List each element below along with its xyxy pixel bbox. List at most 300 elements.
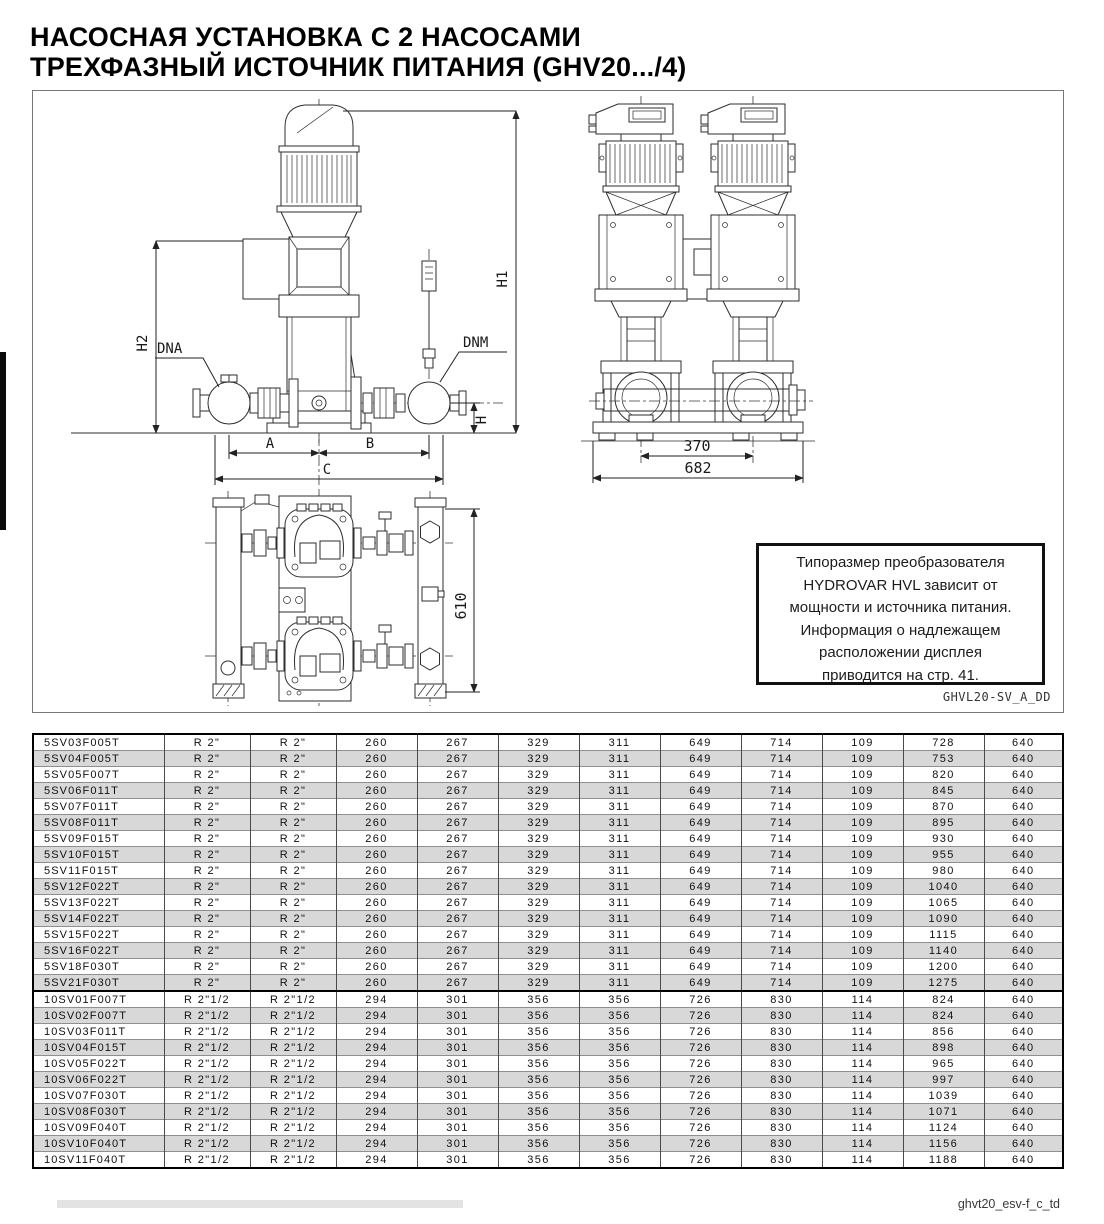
- value-cell: 109: [822, 959, 903, 975]
- value-cell: R 2": [164, 751, 250, 767]
- model-cell: 10SV11F040T: [33, 1152, 164, 1169]
- value-cell: 329: [498, 879, 579, 895]
- value-cell: 311: [579, 943, 660, 959]
- value-cell: 301: [417, 1152, 498, 1169]
- value-cell: 640: [984, 1136, 1063, 1152]
- value-cell: 109: [822, 815, 903, 831]
- model-cell: 10SV06F022T: [33, 1072, 164, 1088]
- model-cell: 5SV05F007T: [33, 767, 164, 783]
- value-cell: 640: [984, 1056, 1063, 1072]
- value-cell: R 2": [250, 911, 336, 927]
- value-cell: 267: [417, 975, 498, 992]
- value-cell: 640: [984, 734, 1063, 751]
- value-cell: 301: [417, 1024, 498, 1040]
- value-cell: 311: [579, 767, 660, 783]
- value-cell: 1090: [903, 911, 984, 927]
- value-cell: R 2": [250, 879, 336, 895]
- dim-label-610: 610: [452, 592, 470, 620]
- dim-label-370: 370: [683, 437, 711, 455]
- value-cell: 640: [984, 1104, 1063, 1120]
- table-row: [33, 783, 1063, 799]
- value-cell: 114: [822, 1024, 903, 1040]
- value-cell: 356: [498, 1008, 579, 1024]
- value-cell: R 2": [164, 847, 250, 863]
- model-cell: 5SV11F015T: [33, 863, 164, 879]
- value-cell: R 2"1/2: [164, 1008, 250, 1024]
- value-cell: R 2"1/2: [250, 1136, 336, 1152]
- value-cell: 1275: [903, 975, 984, 992]
- value-cell: 997: [903, 1072, 984, 1088]
- value-cell: 714: [741, 863, 822, 879]
- value-cell: 311: [579, 927, 660, 943]
- value-cell: 649: [660, 863, 741, 879]
- value-cell: 260: [336, 734, 417, 751]
- value-cell: R 2"1/2: [164, 1104, 250, 1120]
- value-cell: 726: [660, 991, 741, 1008]
- value-cell: 114: [822, 1120, 903, 1136]
- value-cell: 714: [741, 879, 822, 895]
- front-view: [71, 99, 516, 485]
- value-cell: 356: [498, 1040, 579, 1056]
- value-cell: 311: [579, 911, 660, 927]
- value-cell: 114: [822, 1040, 903, 1056]
- value-cell: 260: [336, 847, 417, 863]
- model-cell: 10SV08F030T: [33, 1104, 164, 1120]
- value-cell: R 2": [164, 975, 250, 992]
- value-cell: R 2"1/2: [164, 1024, 250, 1040]
- dim-label-c: C: [322, 462, 332, 478]
- value-cell: 329: [498, 975, 579, 992]
- value-cell: 114: [822, 1088, 903, 1104]
- value-cell: 301: [417, 1056, 498, 1072]
- table-row: [33, 1104, 1063, 1120]
- value-cell: 301: [417, 1120, 498, 1136]
- value-cell: 640: [984, 767, 1063, 783]
- table-row: [33, 975, 1063, 992]
- value-cell: 640: [984, 751, 1063, 767]
- value-cell: 356: [579, 1040, 660, 1056]
- value-cell: 649: [660, 751, 741, 767]
- dim-label-h: H: [474, 415, 490, 425]
- hydrovar-note-box: [756, 543, 1045, 685]
- value-cell: 356: [579, 991, 660, 1008]
- dim-label-682: 682: [684, 459, 712, 477]
- value-cell: 640: [984, 1040, 1063, 1056]
- table-row: [33, 1056, 1063, 1072]
- value-cell: 267: [417, 927, 498, 943]
- dim-label-h2: H2: [135, 334, 151, 352]
- value-cell: R 2": [164, 767, 250, 783]
- value-cell: 356: [498, 1136, 579, 1152]
- value-cell: 356: [579, 1056, 660, 1072]
- value-cell: 267: [417, 863, 498, 879]
- drawing-code: GHVL20-SV_A_DD: [942, 690, 1051, 704]
- value-cell: 714: [741, 799, 822, 815]
- table-row: [33, 831, 1063, 847]
- value-cell: 114: [822, 1152, 903, 1169]
- value-cell: 955: [903, 847, 984, 863]
- value-cell: R 2"1/2: [250, 1024, 336, 1040]
- value-cell: R 2": [164, 959, 250, 975]
- value-cell: 294: [336, 1072, 417, 1088]
- value-cell: 109: [822, 911, 903, 927]
- value-cell: 830: [741, 1136, 822, 1152]
- table-row: [33, 847, 1063, 863]
- value-cell: 640: [984, 783, 1063, 799]
- table-row: [33, 1072, 1063, 1088]
- value-cell: 845: [903, 783, 984, 799]
- value-cell: 1124: [903, 1120, 984, 1136]
- value-cell: R 2": [164, 831, 250, 847]
- value-cell: R 2"1/2: [250, 1152, 336, 1169]
- value-cell: R 2": [250, 831, 336, 847]
- value-cell: 726: [660, 1056, 741, 1072]
- value-cell: 649: [660, 783, 741, 799]
- value-cell: 301: [417, 1088, 498, 1104]
- value-cell: 714: [741, 734, 822, 751]
- value-cell: 640: [984, 959, 1063, 975]
- value-cell: 356: [579, 1120, 660, 1136]
- value-cell: R 2"1/2: [164, 1040, 250, 1056]
- value-cell: 114: [822, 1104, 903, 1120]
- table-row: [33, 959, 1063, 975]
- value-cell: R 2": [250, 767, 336, 783]
- model-cell: 10SV01F007T: [33, 991, 164, 1008]
- value-cell: 830: [741, 1104, 822, 1120]
- value-cell: 356: [498, 1120, 579, 1136]
- value-cell: 114: [822, 991, 903, 1008]
- value-cell: 267: [417, 767, 498, 783]
- value-cell: R 2": [250, 943, 336, 959]
- value-cell: 820: [903, 767, 984, 783]
- value-cell: 714: [741, 783, 822, 799]
- value-cell: 1188: [903, 1152, 984, 1169]
- value-cell: R 2"1/2: [250, 1040, 336, 1056]
- value-cell: R 2": [250, 847, 336, 863]
- value-cell: 640: [984, 831, 1063, 847]
- value-cell: R 2": [250, 799, 336, 815]
- value-cell: 649: [660, 734, 741, 751]
- value-cell: R 2": [164, 879, 250, 895]
- model-cell: 5SV08F011T: [33, 815, 164, 831]
- value-cell: 895: [903, 815, 984, 831]
- value-cell: 640: [984, 815, 1063, 831]
- value-cell: 311: [579, 959, 660, 975]
- port-label-dna: DNA: [157, 341, 183, 357]
- value-cell: R 2": [250, 895, 336, 911]
- note-line: расположении дисплея: [819, 644, 982, 661]
- value-cell: 267: [417, 734, 498, 751]
- value-cell: 267: [417, 911, 498, 927]
- value-cell: 311: [579, 847, 660, 863]
- value-cell: 260: [336, 863, 417, 879]
- value-cell: 260: [336, 911, 417, 927]
- value-cell: 329: [498, 815, 579, 831]
- value-cell: 109: [822, 831, 903, 847]
- value-cell: 356: [579, 1072, 660, 1088]
- value-cell: 301: [417, 1104, 498, 1120]
- page-cut-artifact: [57, 1200, 463, 1208]
- value-cell: R 2"1/2: [250, 1008, 336, 1024]
- value-cell: 714: [741, 831, 822, 847]
- value-cell: 356: [498, 1104, 579, 1120]
- value-cell: 830: [741, 1152, 822, 1169]
- value-cell: R 2": [164, 911, 250, 927]
- value-cell: 640: [984, 1088, 1063, 1104]
- value-cell: 640: [984, 975, 1063, 992]
- value-cell: R 2"1/2: [164, 1088, 250, 1104]
- table-row: [33, 1136, 1063, 1152]
- value-cell: R 2"1/2: [250, 1088, 336, 1104]
- value-cell: R 2": [164, 783, 250, 799]
- value-cell: 714: [741, 959, 822, 975]
- value-cell: 267: [417, 959, 498, 975]
- value-cell: 649: [660, 879, 741, 895]
- value-cell: 726: [660, 1104, 741, 1120]
- value-cell: 311: [579, 975, 660, 992]
- table-row: [33, 767, 1063, 783]
- value-cell: 753: [903, 751, 984, 767]
- value-cell: R 2": [164, 799, 250, 815]
- value-cell: 830: [741, 1024, 822, 1040]
- value-cell: 294: [336, 991, 417, 1008]
- value-cell: 329: [498, 847, 579, 863]
- table-row: [33, 1152, 1063, 1169]
- value-cell: 311: [579, 831, 660, 847]
- value-cell: 824: [903, 1008, 984, 1024]
- value-cell: 356: [579, 1008, 660, 1024]
- value-cell: 294: [336, 1024, 417, 1040]
- value-cell: R 2": [250, 815, 336, 831]
- value-cell: R 2": [250, 975, 336, 992]
- value-cell: 329: [498, 734, 579, 751]
- table-row: [33, 799, 1063, 815]
- value-cell: 311: [579, 783, 660, 799]
- value-cell: 640: [984, 927, 1063, 943]
- page-title-line1: НАСОСНАЯ УСТАНОВКА С 2 НАСОСАМИ: [30, 22, 582, 52]
- value-cell: 1039: [903, 1088, 984, 1104]
- value-cell: 649: [660, 831, 741, 847]
- value-cell: 294: [336, 1040, 417, 1056]
- model-cell: 5SV15F022T: [33, 927, 164, 943]
- value-cell: 294: [336, 1056, 417, 1072]
- value-cell: 830: [741, 1120, 822, 1136]
- model-cell: 5SV10F015T: [33, 847, 164, 863]
- value-cell: 267: [417, 879, 498, 895]
- value-cell: 109: [822, 879, 903, 895]
- note-line: приводится на стр. 41.: [822, 666, 979, 684]
- value-cell: R 2": [250, 734, 336, 751]
- value-cell: 109: [822, 799, 903, 815]
- value-cell: 649: [660, 911, 741, 927]
- value-cell: 640: [984, 1152, 1063, 1169]
- value-cell: 311: [579, 751, 660, 767]
- value-cell: 714: [741, 927, 822, 943]
- value-cell: 109: [822, 863, 903, 879]
- value-cell: 267: [417, 831, 498, 847]
- value-cell: 329: [498, 927, 579, 943]
- value-cell: 114: [822, 1072, 903, 1088]
- value-cell: 649: [660, 959, 741, 975]
- value-cell: 830: [741, 1056, 822, 1072]
- table-row: [33, 927, 1063, 943]
- value-cell: 356: [498, 1024, 579, 1040]
- value-cell: 965: [903, 1056, 984, 1072]
- value-cell: 714: [741, 975, 822, 992]
- value-cell: 640: [984, 847, 1063, 863]
- value-cell: 260: [336, 879, 417, 895]
- value-cell: R 2": [250, 959, 336, 975]
- value-cell: R 2": [164, 734, 250, 751]
- value-cell: 109: [822, 975, 903, 992]
- table-row: [33, 1120, 1063, 1136]
- side-view: [581, 96, 815, 483]
- value-cell: 356: [498, 1072, 579, 1088]
- value-cell: 640: [984, 1008, 1063, 1024]
- value-cell: 356: [498, 991, 579, 1008]
- value-cell: 649: [660, 847, 741, 863]
- value-cell: 329: [498, 911, 579, 927]
- model-cell: 10SV07F030T: [33, 1088, 164, 1104]
- value-cell: 1071: [903, 1104, 984, 1120]
- value-cell: R 2"1/2: [250, 1072, 336, 1088]
- value-cell: 109: [822, 927, 903, 943]
- value-cell: 301: [417, 1040, 498, 1056]
- value-cell: 311: [579, 734, 660, 751]
- table-row: [33, 863, 1063, 879]
- value-cell: 260: [336, 959, 417, 975]
- table-row: [33, 1008, 1063, 1024]
- table-row: [33, 943, 1063, 959]
- value-cell: 1200: [903, 959, 984, 975]
- value-cell: 356: [579, 1104, 660, 1120]
- page-title-line2: ТРЕХФАЗНЫЙ ИСТОЧНИК ПИТАНИЯ (GHV20.../4): [30, 52, 687, 82]
- page-edge-tab: [0, 352, 6, 530]
- value-cell: R 2"1/2: [164, 1152, 250, 1169]
- model-cell: 5SV09F015T: [33, 831, 164, 847]
- value-cell: R 2": [164, 895, 250, 911]
- value-cell: 267: [417, 943, 498, 959]
- value-cell: 830: [741, 991, 822, 1008]
- value-cell: 267: [417, 815, 498, 831]
- value-cell: R 2"1/2: [164, 1072, 250, 1088]
- value-cell: 714: [741, 943, 822, 959]
- value-cell: 356: [579, 1152, 660, 1169]
- value-cell: 329: [498, 943, 579, 959]
- model-cell: 5SV18F030T: [33, 959, 164, 975]
- value-cell: 649: [660, 767, 741, 783]
- value-cell: R 2"1/2: [164, 1120, 250, 1136]
- value-cell: 728: [903, 734, 984, 751]
- value-cell: 260: [336, 783, 417, 799]
- value-cell: 311: [579, 799, 660, 815]
- value-cell: 329: [498, 767, 579, 783]
- value-cell: 714: [741, 815, 822, 831]
- value-cell: 356: [498, 1056, 579, 1072]
- value-cell: 260: [336, 975, 417, 992]
- value-cell: 329: [498, 751, 579, 767]
- value-cell: 114: [822, 1008, 903, 1024]
- table-row: [33, 895, 1063, 911]
- value-cell: 311: [579, 815, 660, 831]
- dimensions-table: [32, 733, 1064, 1169]
- value-cell: 301: [417, 1136, 498, 1152]
- value-cell: 726: [660, 1008, 741, 1024]
- value-cell: R 2"1/2: [250, 1104, 336, 1120]
- dim-label-b: B: [365, 436, 375, 452]
- value-cell: 824: [903, 991, 984, 1008]
- value-cell: 267: [417, 783, 498, 799]
- model-cell: 10SV09F040T: [33, 1120, 164, 1136]
- value-cell: R 2": [164, 943, 250, 959]
- value-cell: 640: [984, 879, 1063, 895]
- table-row: [33, 911, 1063, 927]
- note-line: мощности и источника питания.: [789, 599, 1012, 616]
- value-cell: 1140: [903, 943, 984, 959]
- value-cell: 260: [336, 895, 417, 911]
- value-cell: 649: [660, 943, 741, 959]
- model-cell: 5SV07F011T: [33, 799, 164, 815]
- model-cell: 5SV12F022T: [33, 879, 164, 895]
- value-cell: 640: [984, 911, 1063, 927]
- value-cell: 640: [984, 1072, 1063, 1088]
- note-line: Информация о надлежащем: [800, 621, 1001, 639]
- value-cell: 726: [660, 1024, 741, 1040]
- value-cell: 649: [660, 815, 741, 831]
- note-line: HYDROVAR HVL зависит от: [803, 576, 998, 594]
- value-cell: 830: [741, 1008, 822, 1024]
- value-cell: 260: [336, 799, 417, 815]
- value-cell: 260: [336, 751, 417, 767]
- value-cell: 329: [498, 863, 579, 879]
- dimensions-table-body: [33, 734, 1063, 1168]
- value-cell: 109: [822, 847, 903, 863]
- value-cell: R 2"1/2: [250, 1056, 336, 1072]
- table-row: [33, 879, 1063, 895]
- value-cell: 830: [741, 1072, 822, 1088]
- value-cell: R 2": [250, 927, 336, 943]
- dim-label-a: A: [265, 436, 275, 452]
- value-cell: 329: [498, 799, 579, 815]
- table-row: [33, 734, 1063, 751]
- value-cell: 640: [984, 863, 1063, 879]
- top-view: [205, 489, 480, 706]
- model-cell: 10SV02F007T: [33, 1008, 164, 1024]
- value-cell: 294: [336, 1008, 417, 1024]
- dim-label-h1: H1: [495, 270, 511, 288]
- value-cell: 356: [579, 1088, 660, 1104]
- value-cell: 856: [903, 1024, 984, 1040]
- value-cell: 356: [579, 1024, 660, 1040]
- value-cell: 267: [417, 895, 498, 911]
- value-cell: R 2"1/2: [250, 1120, 336, 1136]
- value-cell: R 2": [250, 751, 336, 767]
- value-cell: 301: [417, 1072, 498, 1088]
- model-cell: 5SV16F022T: [33, 943, 164, 959]
- value-cell: 356: [579, 1136, 660, 1152]
- value-cell: 640: [984, 895, 1063, 911]
- model-cell: 5SV21F030T: [33, 975, 164, 992]
- value-cell: R 2"1/2: [164, 1136, 250, 1152]
- value-cell: 830: [741, 1088, 822, 1104]
- value-cell: 294: [336, 1088, 417, 1104]
- value-cell: 260: [336, 927, 417, 943]
- value-cell: 980: [903, 863, 984, 879]
- value-cell: 301: [417, 991, 498, 1008]
- value-cell: 267: [417, 799, 498, 815]
- value-cell: 649: [660, 799, 741, 815]
- value-cell: 1065: [903, 895, 984, 911]
